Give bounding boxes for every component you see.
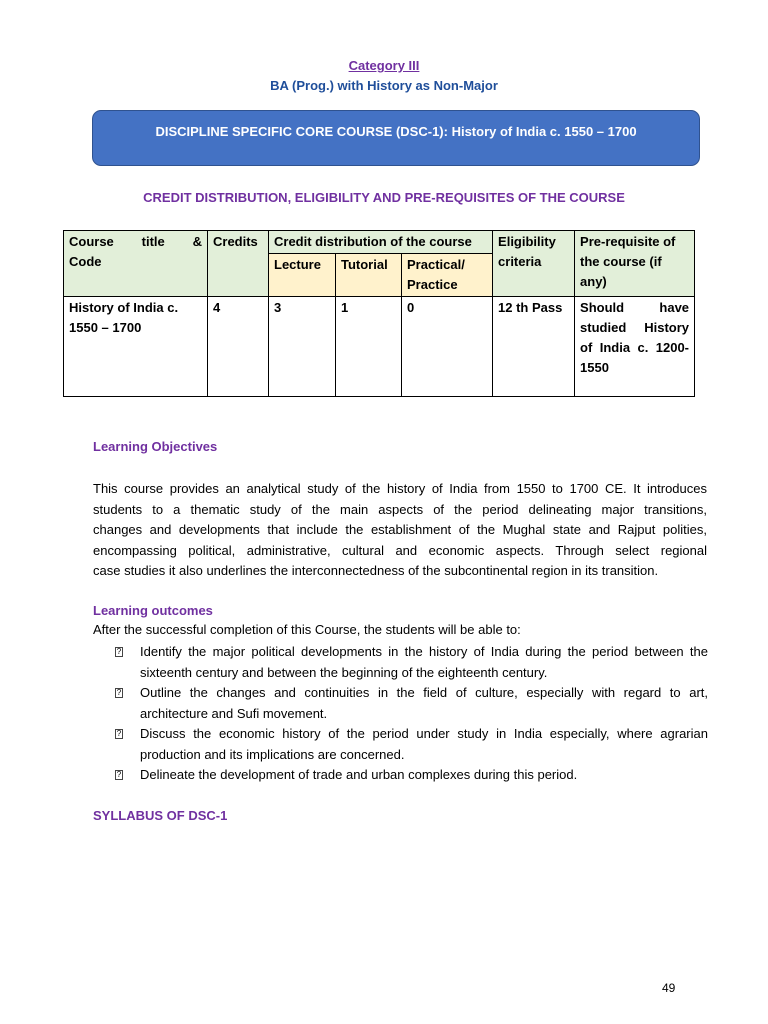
syllabus-heading: SYLLABUS OF DSC-1 <box>93 808 228 823</box>
header-course-title <box>64 231 208 297</box>
cell-lecture: 3 <box>269 297 336 397</box>
learning-objectives-paragraph <box>93 479 707 582</box>
header-tutorial: Tutorial <box>336 254 402 297</box>
header-lecture: Lecture <box>269 254 336 297</box>
outcome-text: Identify the major political developments in the history of India during the period between the sixteenth century and between the beginning of the eighteenth century. <box>140 644 708 680</box>
header-course-word: Course <box>69 234 114 249</box>
objectives-line: case studies it also underlines the interconnectedness of the subcontinental region in its transition. <box>93 563 659 578</box>
bullet-box-icon: ? <box>116 729 122 738</box>
bullet-box-icon: ? <box>116 688 122 697</box>
credit-distribution-table <box>63 230 695 397</box>
list-item <box>113 724 708 765</box>
course-title: DISCIPLINE SPECIFIC CORE COURSE (DSC-1): History of India c. 1550 – 1700 <box>155 124 637 139</box>
objectives-line: changes and developments that include the establishment of the Mughal state and Rajput polities, <box>93 522 707 537</box>
learning-outcomes-intro: After the successful completion of this Course, the students will be able to: <box>93 622 521 637</box>
objectives-line: encompassing political, administrative, cultural and economic aspects. Through select regional <box>93 542 707 558</box>
bullet-box-icon: ? <box>116 647 122 656</box>
list-item <box>113 765 708 786</box>
header-prerequisite: Pre-requisite of the course (if any) <box>575 231 695 297</box>
learning-outcomes-list <box>113 642 708 786</box>
header-code-word: Code <box>69 254 102 269</box>
cell-course: History of India c. 1550 – 1700 <box>64 297 208 397</box>
list-item <box>113 642 708 683</box>
outcome-text: Delineate the development of trade and urban complexes during this period. <box>140 767 578 782</box>
page-number: 49 <box>662 981 676 995</box>
objectives-line: students to a thematic study of the main aspects of the period delineating major transitions, <box>93 501 707 517</box>
cell-practical: 0 <box>402 297 493 397</box>
learning-outcomes-heading: Learning outcomes <box>93 603 213 618</box>
outcome-text: Outline the changes and continuities in the field of culture, especially with regard to art, architecture and Sufi movement. <box>140 685 708 721</box>
header-amp-word: & <box>192 234 202 249</box>
category-heading: Category III <box>348 58 420 73</box>
cell-tutorial: 1 <box>336 297 402 397</box>
header-credits: Credits <box>208 231 269 297</box>
cell-credits: 4 <box>208 297 269 397</box>
header-practical: Practical/ Practice <box>402 254 493 297</box>
bullet-box-icon: ? <box>116 770 122 779</box>
credit-distribution-heading: CREDIT DISTRIBUTION, ELIGIBILITY AND PRE-REQUISITES OF THE COURSE <box>143 190 625 205</box>
header-eligibility: Eligibility criteria <box>493 231 575 297</box>
list-item <box>113 683 708 724</box>
cell-eligibility: 12 th Pass <box>493 297 575 397</box>
outcome-text: Discuss the economic history of the period under study in India especially, where agrarian production and its implications are concerned. <box>140 726 708 762</box>
cell-prerequisite: Should have studied History of India c. 1200-1550 <box>575 297 695 397</box>
objectives-line: This course provides an analytical study of the history of India from 1550 to 1700 CE. It introduces <box>93 481 707 496</box>
course-title-banner <box>92 110 700 166</box>
learning-objectives-heading: Learning Objectives <box>93 439 218 454</box>
header-credit-distribution: Credit distribution of the course <box>269 231 493 254</box>
header-title-word: title <box>141 234 165 249</box>
program-subtitle: BA (Prog.) with History as Non-Major <box>270 78 498 93</box>
